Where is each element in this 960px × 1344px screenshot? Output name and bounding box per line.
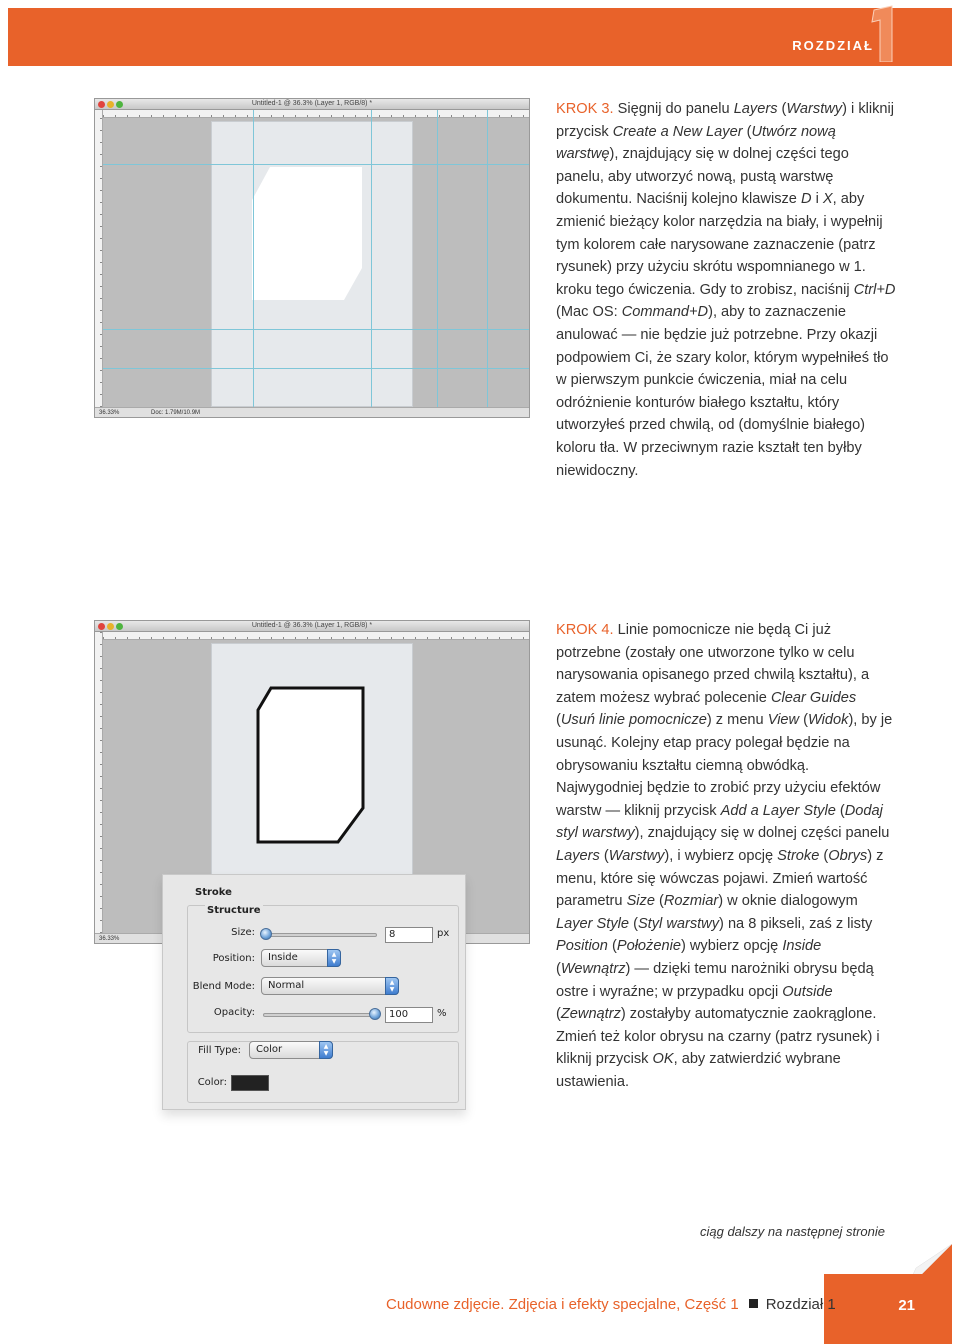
status-bar <box>95 407 529 417</box>
text-run: Usuń linie pomocnicze <box>560 712 707 729</box>
zoom-readout[interactable]: 36.33% <box>99 410 120 416</box>
text-run: Command+D <box>621 304 709 321</box>
footer-chapter: Rozdział 1 <box>765 1296 836 1313</box>
text-run: Add a Layer Style <box>720 802 836 819</box>
guide-line <box>253 110 254 407</box>
photoshop-window-step3 <box>94 98 530 418</box>
text-run: View <box>767 712 800 729</box>
text-run: ) na 8 pikseli, zaś z listy <box>719 915 873 932</box>
text-run: Położenie <box>616 938 681 955</box>
fill-type-label: Fill Type: <box>193 1045 241 1056</box>
text-run: ) w oknie dialogowym <box>718 893 858 910</box>
opacity-slider[interactable] <box>263 1013 377 1017</box>
text-run: ( <box>777 101 787 117</box>
stroke-color-swatch[interactable] <box>231 1075 269 1091</box>
color-label: Color: <box>197 1077 227 1088</box>
window-titlebar <box>95 621 529 632</box>
chevron-updown-icon: ▲ ▼ <box>327 949 341 967</box>
window-title: Untitled-1 @ 36.3% (Layer 1, RGB/8) * <box>251 622 373 629</box>
text-run: OK <box>652 1051 674 1068</box>
structure-group-title: Structure <box>207 905 261 916</box>
text-run: Layers <box>733 101 778 117</box>
text-run: Rozmiar <box>663 893 719 910</box>
continue-note: ciąg dalszy na następnej stronie <box>699 1224 885 1239</box>
text-run: ), znajdujący się w dolnej części tego panelu, aby utworzyć nową, pustą warstwę dokumentu. Naciśnij kolejno klawisze <box>556 146 849 208</box>
text-run: (Mac OS: <box>556 304 622 321</box>
size-label: Size: <box>231 927 255 938</box>
size-slider[interactable] <box>263 933 377 937</box>
text-run: ), aby to zaznaczenie anulować — nie będzie już potrzebne. Przy okazji podpowiem Ci, że szary kolor, którym wypełniłeś tło w pierwszym punkcie ćwiczenia, miał na celu odróżnienie konturów białego kształtu, który utworzyłeś przed chwilą, od (domyślnie białego) koloru tła. W przeciwnym razie kształt ten byłby niewidoczny. <box>556 304 889 479</box>
text-run: ) z menu <box>706 712 768 729</box>
text-run: ( <box>799 712 809 729</box>
guide-line <box>487 110 488 407</box>
doc-size-readout: Doc: 1.79M/10.9M <box>151 410 201 416</box>
ruler-top <box>103 632 529 640</box>
text-run: ) z menu, które się wówczas pojawi. Zmień wartość parametru <box>556 847 884 910</box>
text-run: ), znajdujący się w dolnej części panelu <box>634 825 890 842</box>
blend-mode-label: Blend Mode: <box>192 981 255 992</box>
text-run: i <box>811 191 823 208</box>
guide-line <box>371 110 372 407</box>
text-run: Layers <box>556 847 600 864</box>
text-run: Sięgnij do panelu <box>613 101 734 117</box>
text-run: Inside <box>782 938 822 955</box>
text-run: Dodaj styl warstwy <box>556 802 883 842</box>
size-slider-knob[interactable] <box>260 928 272 940</box>
footer-line <box>386 1296 836 1313</box>
blend-mode-value: Normal <box>268 980 305 991</box>
text-run: Position <box>556 938 608 955</box>
position-select[interactable] <box>261 949 341 967</box>
text-run: Size <box>626 893 655 910</box>
text-run: ), by je usunąć. Kolejny etap pracy polegał będzie na obrysowaniu kształtu ciemną obwódką. Najwygodniej będzie to zrobić przy użyciu efektów warstw — kliknij przycisk <box>556 712 893 819</box>
text-run: Wewnątrz <box>560 960 626 977</box>
size-field[interactable]: 8 <box>385 927 433 943</box>
text-run: Stroke <box>777 847 820 864</box>
text-run: Zewnątrz <box>560 1006 621 1023</box>
guide-line <box>103 164 529 165</box>
text-run: Linie pomocnicze nie będą Ci już potrzebne (zostały one utworzone tylko w celu narysowania opisanego przed chwilą kształtu), a zatem możesz wybrać polecenie <box>556 622 870 706</box>
text-run: Utwórz nową warstwę <box>556 123 836 163</box>
text-run: , aby zatwierdzić wybrane ustawienia. <box>556 1051 841 1090</box>
opacity-label: Opacity: <box>213 1007 255 1018</box>
text-run: Styl warstwy <box>637 915 720 932</box>
position-value: Inside <box>268 952 298 963</box>
step3-text <box>556 98 896 482</box>
text-run: X <box>822 191 833 208</box>
text-run: Create a New Layer <box>612 123 743 140</box>
text-run: Clear Guides <box>770 689 857 706</box>
text-run: ) zostałyby automatycznie zaokrąglone. Zmień też kolor obrysu na czarny (patrz rysunek) i kliknij przycisk <box>556 1006 880 1068</box>
size-unit: px <box>437 928 450 939</box>
text-run: ) wybierz opcję <box>680 938 783 955</box>
text-run: , aby zmienić bieżący kolor narzędzia na biały, i wypełnij tym kolorem całe narysowane zaznaczenie (patrz rysunek) przy użyciu skrótu wspomnianego w 1. kroku tego ćwiczenia. Gdy to zrobisz, naciśnij <box>556 191 883 298</box>
text-run: ) i kliknij przycisk <box>556 101 894 140</box>
blend-mode-select[interactable] <box>261 977 399 995</box>
ruler-left <box>95 110 103 407</box>
chapter-label: ROZDZIAŁ <box>792 38 874 53</box>
chevron-updown-icon: ▲ ▼ <box>385 977 399 995</box>
text-run: Outside <box>782 983 833 1000</box>
page-number: 21 <box>898 1297 915 1314</box>
opacity-field[interactable]: 100 <box>385 1007 433 1023</box>
step4-label: KROK 4. <box>556 622 614 638</box>
page-number-box <box>824 1274 952 1344</box>
chevron-updown-icon: ▲ ▼ <box>319 1041 333 1059</box>
text-run: ( <box>556 712 561 729</box>
opacity-unit: % <box>437 1008 447 1019</box>
header-band <box>8 8 952 66</box>
step3-label: KROK 3. <box>556 101 614 117</box>
ruler-left <box>95 632 103 933</box>
text-run: Layer Style <box>556 915 630 932</box>
text-run: Widok <box>808 712 849 729</box>
text-run: ( <box>654 893 664 910</box>
fill-type-select[interactable] <box>249 1041 333 1059</box>
text-run: ( <box>556 960 561 977</box>
step4-text <box>556 619 896 1093</box>
book-title: Cudowne zdjęcie. Zdjęcia i efekty specjalne, Część 1 <box>386 1296 739 1313</box>
text-run: Ctrl+D <box>853 281 896 298</box>
text-run: Obrys <box>828 847 868 864</box>
opacity-slider-knob[interactable] <box>369 1008 381 1020</box>
text-run: ( <box>607 938 617 955</box>
chapter-number-graphic <box>864 4 898 62</box>
ruler-top <box>103 110 529 118</box>
fill-type-value: Color <box>256 1044 283 1055</box>
guide-line <box>103 329 529 330</box>
text-run: ( <box>742 123 752 140</box>
guide-line <box>103 368 529 369</box>
text-run: ), i wybierz opcję <box>664 847 778 864</box>
guide-line <box>437 110 438 407</box>
window-title: Untitled-1 @ 36.3% (Layer 1, RGB/8) * <box>251 100 373 107</box>
zoom-readout[interactable]: 36.33% <box>99 936 120 942</box>
text-run: ( <box>835 802 845 819</box>
layer-style-stroke-dialog <box>162 874 466 1110</box>
window-titlebar <box>95 99 529 110</box>
position-label: Position: <box>212 953 255 964</box>
text-run: ( <box>629 915 638 932</box>
text-run: Warstwy <box>786 101 843 117</box>
text-run: ( <box>599 847 609 864</box>
stroke-section-title: Stroke <box>195 887 232 898</box>
text-run: ) — dzięki temu narożniki obrysu będą ostre i wyraźne; w przypadku opcji <box>556 960 874 1000</box>
text-run: ( <box>556 1006 561 1023</box>
text-run: D <box>800 191 812 208</box>
text-run: Warstwy <box>608 847 665 864</box>
bullet-icon <box>749 1299 758 1308</box>
text-run: ( <box>819 847 829 864</box>
